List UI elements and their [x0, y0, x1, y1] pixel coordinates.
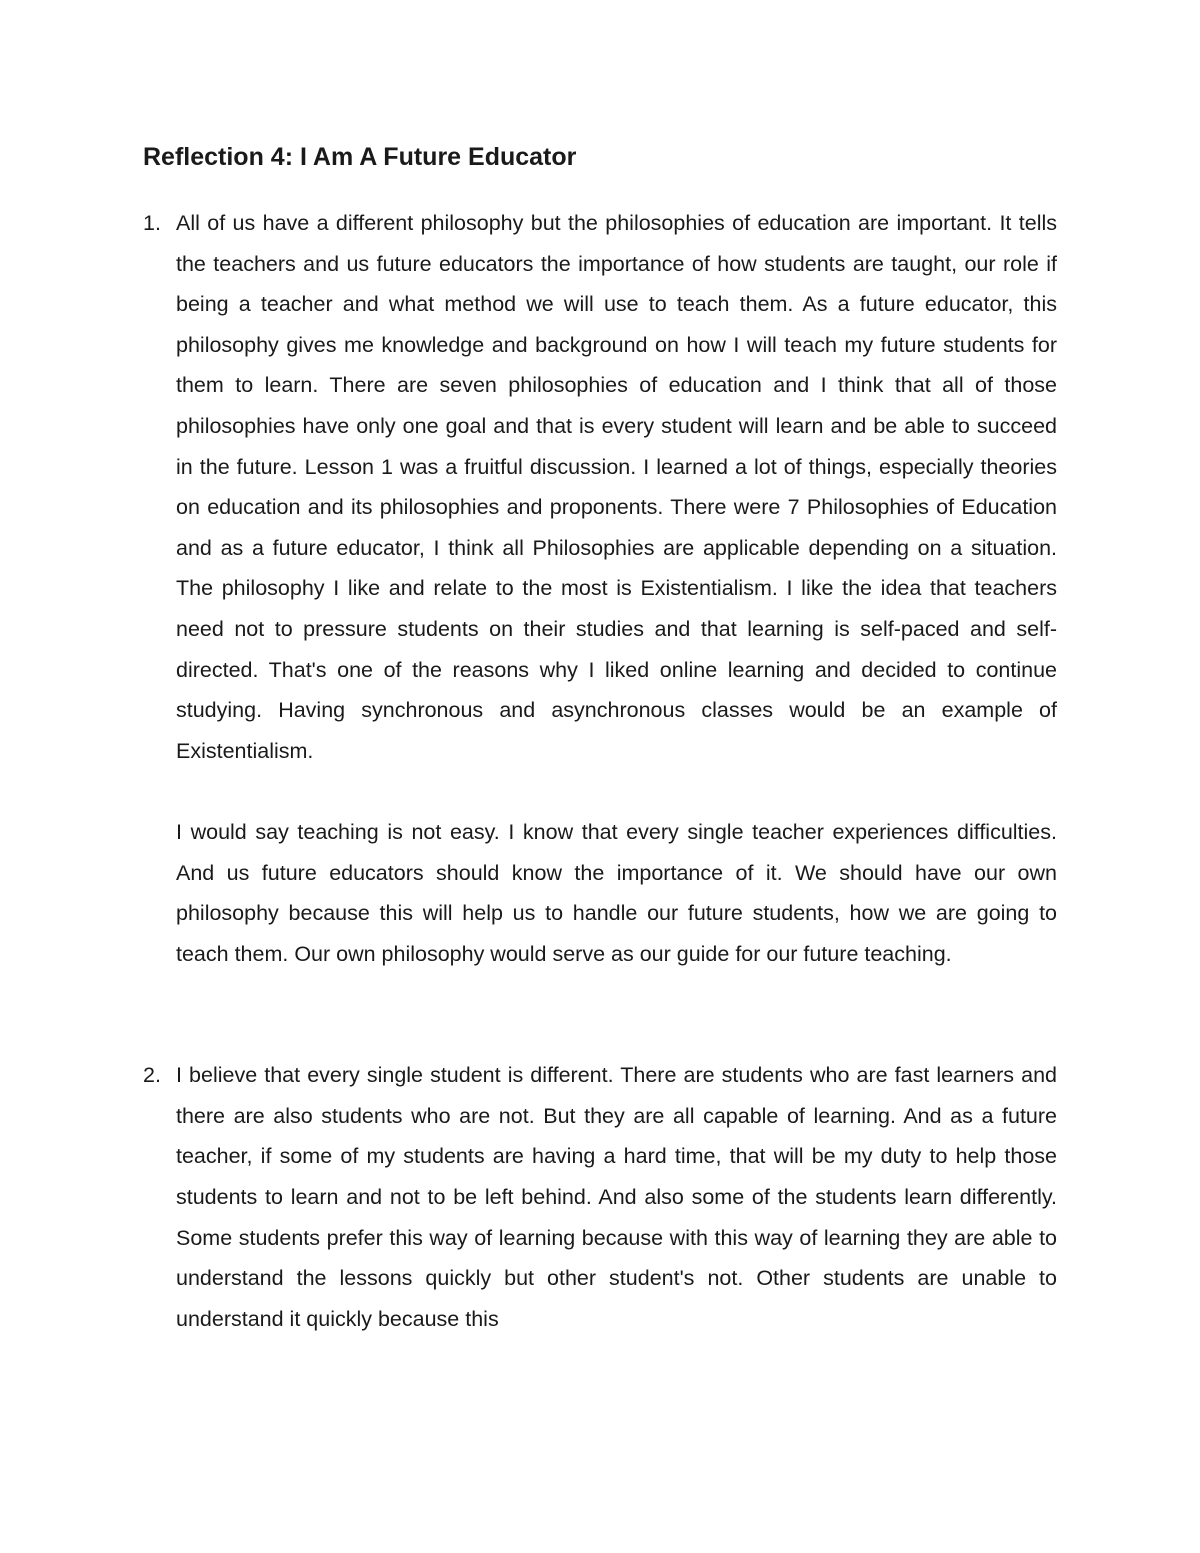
list-item-number: 1. — [143, 211, 161, 235]
list-item — [143, 1055, 1057, 1339]
document-title: Reflection 4: I Am A Future Educator — [143, 143, 577, 171]
paragraph: I would say teaching is not easy. I know that every single teacher experiences difficulties. And us future educators should know the importance of it. We should have our own philosophy because this will help us to handle our future students, how we are going to teach them. Our own philosophy would serve as our guide for our future teaching. — [176, 819, 1057, 966]
reflection-list — [143, 203, 1057, 1339]
paragraph: I believe that every single student is different. There are students who are fast learners and there are also students who are not. But they are all capable of learning. And as a future teacher, if some of my students are having a hard time, that will be my duty to help those students to learn and not to be left behind. And also some of the students learn differently. Some students prefer this way of learning because with this way of learning they are able to understand the lessons quickly but other student's not. Other students are unable to understand it quickly because this — [176, 1063, 1057, 1331]
list-item — [143, 203, 1057, 974]
paragraph: All of us have a different philosophy but the philosophies of education are important. It tells the teachers and us future educators the importance of how students are taught, our role if being a teacher and what method we will use to teach them. As a future educator, this philosophy gives me knowledge and background on how I will teach my future students for them to learn. There are seven philosophies of education and I think that all of those philosophies have only one goal and that is every student will learn and be able to succeed in the future. Lesson 1 was a fruitful discussion. I learned a lot of things, especially theories on education and its philosophies and proponents. There were 7 Philosophies of Education and as a future educator, I think all Philosophies are applicable depending on a situation. The philosophy I like and relate to the most is Existentialism. I like the idea that teachers need not to pressure students on their studies and that learning is self-paced and self-directed. That's one of the reasons why I liked online learning and decided to continue studying. Having synchronous and asynchronous classes would be an example of Existentialism. — [176, 211, 1057, 763]
list-item-number: 2. — [143, 1063, 161, 1088]
